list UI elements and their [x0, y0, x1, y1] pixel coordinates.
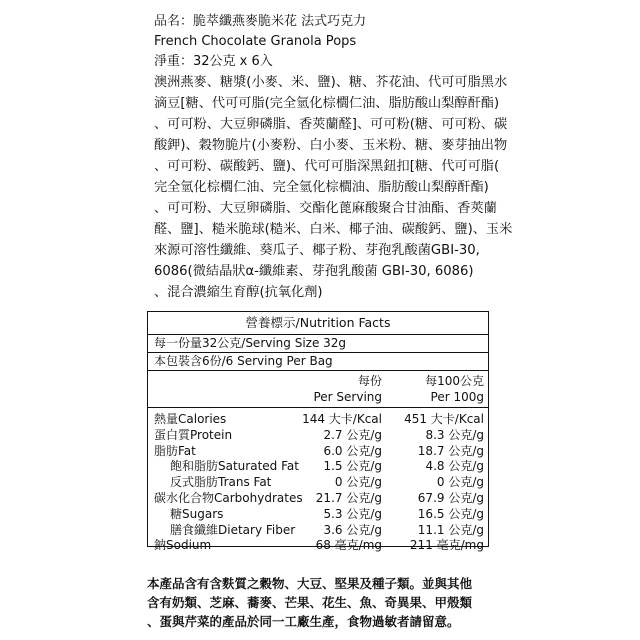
allergen-line: 、蛋與芹菜的產品於同一工廠生產，食物過敏者請留意。	[147, 614, 460, 629]
product-name: 品名：脆萃纖燕麥脆米花 法式巧克力	[154, 14, 367, 29]
ingredients-list	[154, 72, 513, 303]
per-serving-value: 144 大卡/Kcal	[302, 412, 382, 426]
allergen-line: 本產品含有含麩質之穀物、大豆、堅果及種子類。並與其他	[147, 576, 473, 591]
ingredients-line: 6086(微結晶狀α-纖維素、芽孢乳酸菌 GBI-30, 6086)	[154, 264, 474, 279]
nutrition-row-sugars	[148, 507, 488, 523]
per-serving-value: 6.0 公克/g	[323, 443, 382, 458]
per-serving-value: 21.7 公克/g	[315, 490, 382, 505]
product-info	[154, 12, 504, 72]
ingredients-line: 來源可溶性纖維、葵瓜子、椰子粉、芽孢乳酸菌GBI-30,	[154, 243, 480, 258]
ingredients-line: 澳洲燕麥、糖漿(小麥、米、鹽)、糖、芥花油、代可可脂黑水	[154, 75, 508, 90]
nutrition-row-calories	[148, 412, 488, 428]
nutrient-name: 脂肪Fat	[154, 443, 196, 458]
nutrition-row-carbohydrates	[148, 491, 488, 507]
per-100g-value: 16.5 公克/g	[417, 506, 484, 521]
per-serving-value: 2.7 公克/g	[323, 427, 382, 442]
ingredients-line: 醛、鹽]、糙米脆球(糙米、白米、椰子油、碳酸鈣、鹽)、玉米	[154, 222, 513, 237]
nutrition-rows	[148, 408, 488, 554]
per-serving-value: 3.6 公克/g	[323, 522, 382, 537]
allergen-line: 含有奶類、芝麻、蕎麥、芒果、花生、魚、奇異果、甲殼類	[147, 595, 473, 610]
serving-size: 每一份量32公克/Serving Size 32g	[148, 335, 488, 353]
nutrient-name: 糖Sugars	[170, 506, 224, 521]
nutrient-name: 鈉Sodium	[154, 538, 212, 553]
nutrient-name: 熱量Calories	[154, 412, 227, 426]
nutrition-row-trans-fat	[148, 475, 488, 491]
nutrient-name: 飽和脂肪Saturated Fat	[170, 459, 299, 474]
per-100g-value: 211 毫克/mg	[409, 538, 484, 553]
nutrition-row-dietary-fiber	[148, 523, 488, 539]
per-100g-header-zh: 每100公克	[425, 374, 484, 388]
per-100g-value: 67.9 公克/g	[417, 490, 484, 505]
allergen-notice	[147, 574, 497, 631]
per-100g-value: 11.1 公克/g	[417, 522, 484, 537]
nutrition-row-saturated-fat	[148, 459, 488, 475]
per-serving-value: 68 毫克/mg	[315, 538, 382, 553]
nutrient-name: 反式脂肪Trans Fat	[170, 475, 272, 490]
nutrient-name: 碳水化合物Carbohydrates	[154, 490, 303, 505]
per-100g-value: 0 公克/g	[436, 475, 484, 490]
nutrition-row-protein	[148, 428, 488, 444]
servings-per-bag: 本包裝含6份/6 Serving Per Bag	[154, 354, 333, 368]
ingredients-line: 、可可粉、大豆卵磷脂、交酯化蓖麻酸聚合甘油酯、香莢蘭	[154, 201, 497, 216]
nutrition-title: 營養標示/Nutrition Facts	[148, 312, 488, 335]
nutrient-name: 蛋白質Protein	[154, 427, 233, 442]
per-100g-value: 451 大卡/Kcal	[404, 412, 484, 426]
per-serving-header-en: Per Serving	[313, 390, 382, 404]
per-100g-value: 4.8 公克/g	[425, 459, 484, 474]
net-weight: 淨重：32公克 x 6入	[154, 54, 273, 69]
nutrition-row-sodium	[148, 538, 488, 554]
per-100g-header-en: Per 100g	[430, 390, 484, 404]
per-serving-value: 1.5 公克/g	[323, 459, 382, 474]
ingredients-line: 滴豆[糖、代可可脂(完全氫化棕櫚仁油、脂肪酸山梨醇酐酯)	[154, 96, 500, 111]
ingredients-line: 、可可粉、碳酸鈣、鹽)、代可可脂深黑鈕扣[糖、代可可脂(	[154, 159, 500, 174]
nutrient-name: 膳食纖維Dietary Fiber	[170, 522, 296, 537]
per-serving-value: 0 公克/g	[334, 475, 382, 490]
product-name-english: French Chocolate Granola Pops	[154, 34, 357, 49]
per-100g-value: 8.3 公克/g	[425, 427, 484, 442]
per-100g-header	[425, 373, 484, 405]
per-100g-value: 18.7 公克/g	[417, 443, 484, 458]
ingredients-line: 、可可粉、大豆卵磷脂、香莢蘭醛]、可可粉(糖、可可粉、碳	[154, 117, 508, 132]
ingredients-line: 完全氫化棕櫚仁油、完全氫化棕櫚油、脂肪酸山梨醇酐酯)	[154, 180, 489, 195]
nutrition-row-fat	[148, 444, 488, 460]
per-serving-header-zh: 每份	[357, 374, 382, 388]
nutrition-column-header	[148, 370, 488, 408]
per-serving-header	[313, 373, 382, 405]
nutrition-facts-table	[147, 311, 489, 553]
per-serving-value: 5.3 公克/g	[323, 506, 382, 521]
ingredients-line: 酸鉀)、穀物脆片(小麥粉、白小麥、玉米粉、糖、麥芽抽出物	[154, 138, 508, 153]
ingredients-line: 、混合濃縮生育醇(抗氧化劑)	[154, 285, 323, 300]
